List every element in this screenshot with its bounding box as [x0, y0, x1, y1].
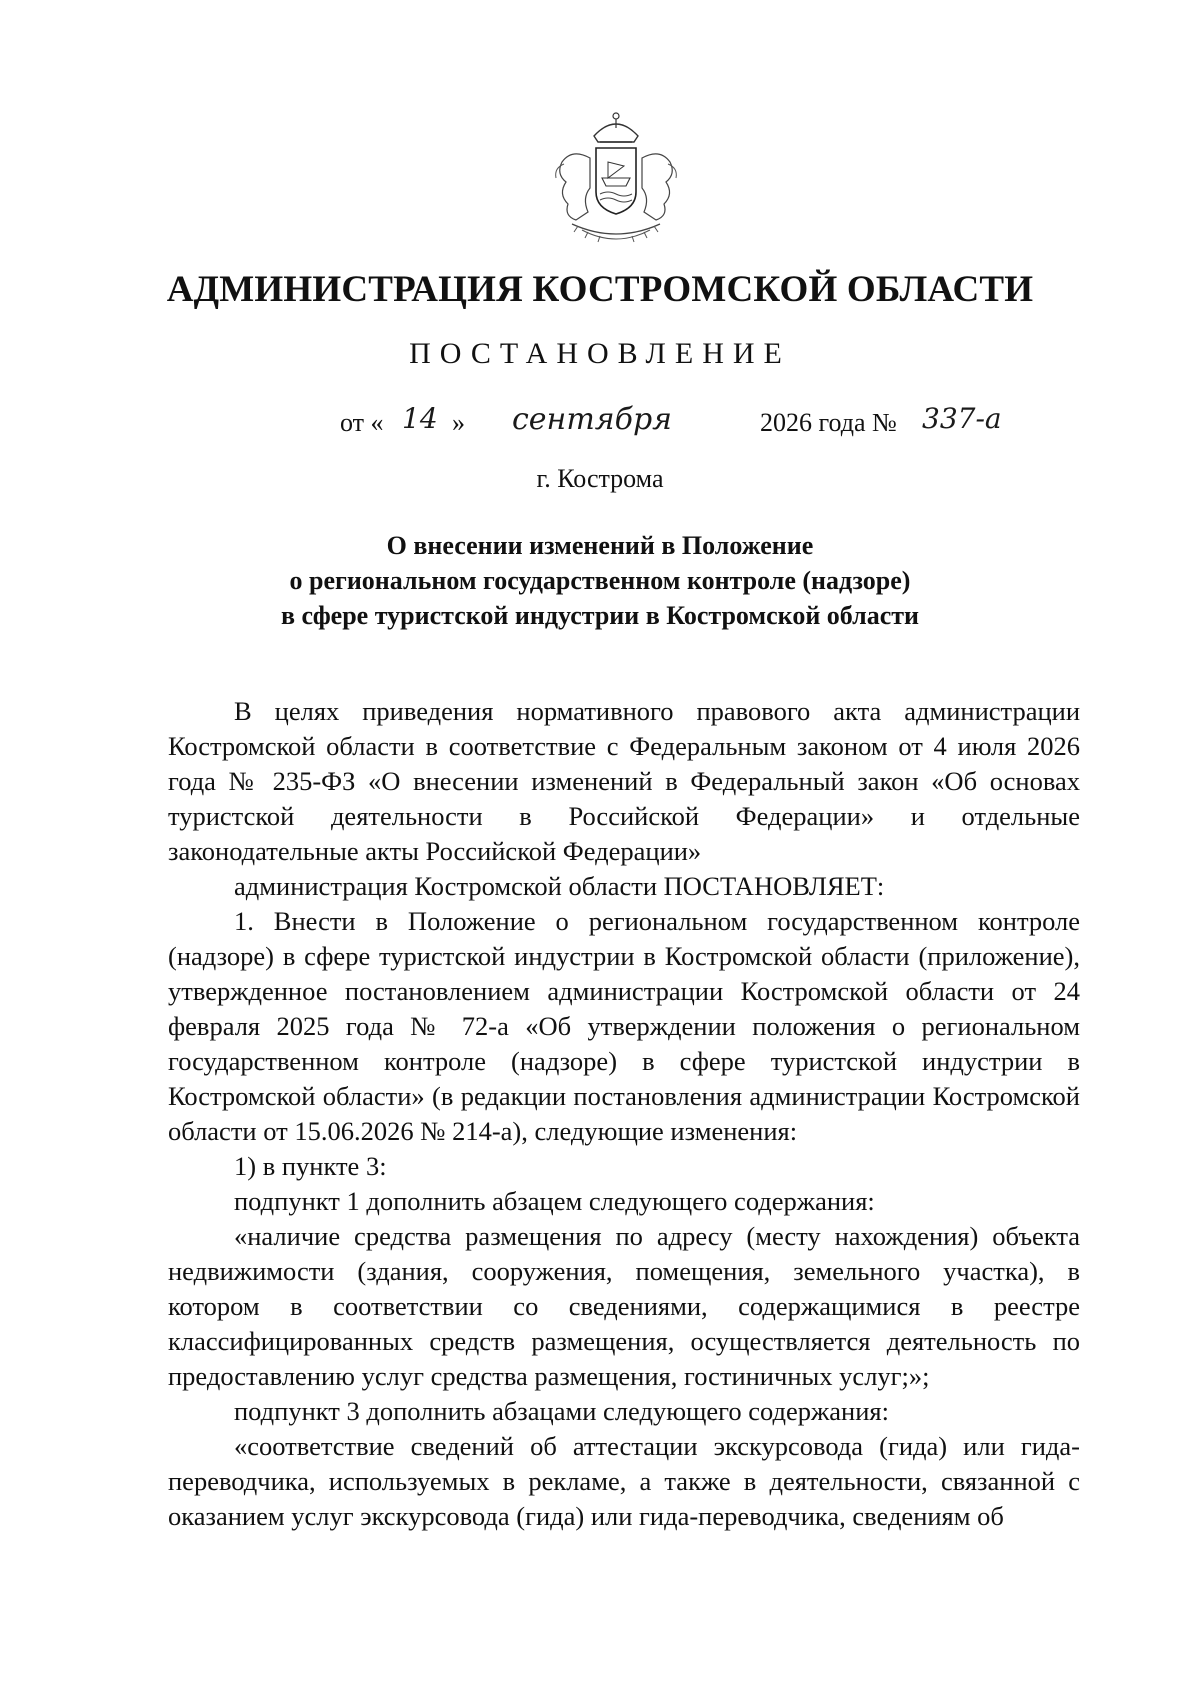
date-day-close: » — [452, 408, 465, 437]
body-paragraph: «соответствие сведений об аттестации экскурсовода (гида) или гида-переводчика, используемых в рекламе, а также в деятельности, связанной с оказанием услуг экскурсовода (гида) или гида-переводчика, сведениям об — [168, 1431, 1080, 1531]
body-paragraph: подпункт 3 дополнить абзацами следующего содержания: — [234, 1396, 889, 1426]
document-body — [168, 694, 1080, 1534]
document-type: ПОСТАНОВЛЕНИЕ — [409, 337, 791, 370]
date-month: сентября — [512, 402, 673, 437]
date-year: 2026 года № — [760, 408, 897, 437]
subject-line: о региональном государственном контроле (надзоре) — [289, 566, 911, 595]
organization-name: АДМИНИСТРАЦИЯ КОСТРОМСКОЙ ОБЛАСТИ — [166, 269, 1034, 310]
city: г. Кострома — [536, 464, 664, 493]
date-day: 14 — [402, 402, 438, 435]
date-line — [0, 400, 1200, 450]
document-subject — [170, 528, 1030, 633]
body-paragraph: 1) в пункте 3: — [234, 1151, 387, 1181]
document-number: 337-а — [922, 402, 1002, 435]
body-paragraph: 1. Внести в Положение о региональном государственном контроле (надзоре) в сфере туристской индустрии в Костромской области (приложение), утвержденное постановлением администрации Костромской области от 24 февраля 2025 года № 72-а «Об утверждении положения о региональном государственном контроле (надзоре) в сфере туристской индустрии в Костромской области» (в редакции постановления администрации Костромской области от 15.06.2026 № 214-а), следующие изменения: — [168, 906, 1080, 1146]
body-paragraph: «наличие средства размещения по адресу (месту нахождения) объекта недвижимости (здания, сооружения, помещения, земельного участка), в котором в соответствии со сведениями, содержащимися в реестре классифицированных средств размещения, осуществляется деятельность по предоставлению услуг средства размещения, гостиничных услуг;»; — [168, 1221, 1080, 1391]
body-paragraph: В целях приведения нормативного правового акта администрации Костромской области в соответствие с Федеральным законом от 4 июля 2026 года № 235-ФЗ «О внесении изменений в Федеральный закон «Об основах туристской деятельности в Российской Федерации» и отдельные законодательные акты Российской Федерации» — [168, 696, 1080, 866]
body-paragraph: подпункт 1 дополнить абзацем следующего содержания: — [234, 1186, 875, 1216]
body-paragraph: администрация Костромской области ПОСТАНОВЛЯЕТ: — [234, 871, 885, 901]
subject-line: в сфере туристской индустрии в Костромской области — [280, 601, 920, 630]
kostroma-coat-of-arms-icon — [542, 108, 690, 250]
subject-line: О внесении изменений в Положение — [386, 531, 814, 560]
date-prefix: от « — [340, 408, 384, 437]
